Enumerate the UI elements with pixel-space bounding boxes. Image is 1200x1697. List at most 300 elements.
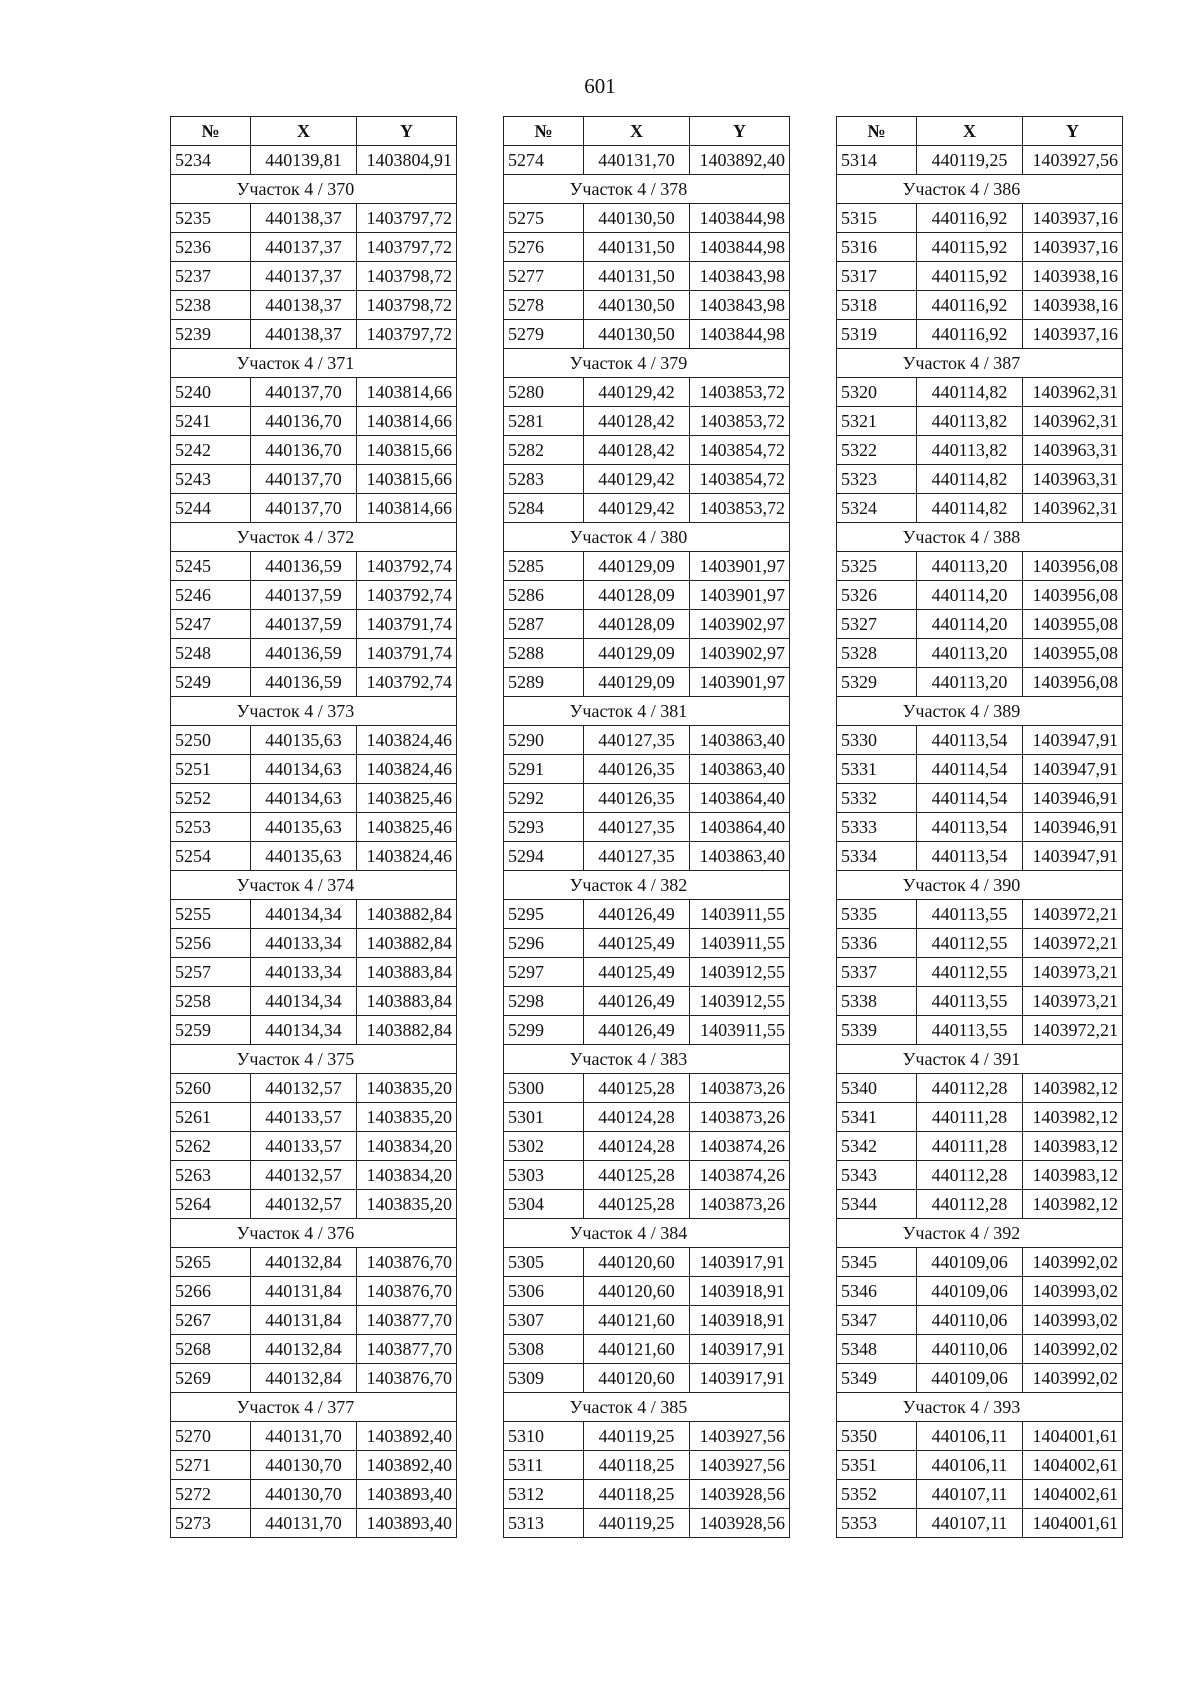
header-y: Y (690, 117, 790, 146)
coord-y: 1403844,98 (690, 204, 790, 233)
header-x: X (917, 117, 1023, 146)
coord-x: 440107,11 (917, 1480, 1023, 1509)
coord-y: 1403824,46 (357, 842, 457, 871)
point-number: 5335 (837, 900, 917, 929)
point-row (504, 581, 790, 610)
point-number: 5315 (837, 204, 917, 233)
header-number: № (171, 117, 251, 146)
coord-y: 1403873,26 (690, 1190, 790, 1219)
point-number: 5249 (171, 668, 251, 697)
point-row (171, 146, 457, 175)
coord-x: 440129,42 (584, 494, 690, 523)
point-row (837, 204, 1123, 233)
coord-y: 1403973,21 (1023, 958, 1123, 987)
point-number: 5272 (171, 1480, 251, 1509)
coord-y: 1403893,40 (357, 1509, 457, 1538)
section-row (837, 523, 1123, 552)
coord-y: 1403843,98 (690, 262, 790, 291)
coordinates-table-3 (836, 116, 1123, 1538)
section-label: Участок 4 / 371 (171, 349, 457, 378)
point-number: 5237 (171, 262, 251, 291)
section-row (837, 1393, 1123, 1422)
point-number: 5298 (504, 987, 584, 1016)
coord-x: 440120,60 (584, 1277, 690, 1306)
coord-y: 1403963,31 (1023, 465, 1123, 494)
coord-x: 440126,49 (584, 987, 690, 1016)
coord-y: 1403993,02 (1023, 1277, 1123, 1306)
point-number: 5239 (171, 320, 251, 349)
point-row (504, 1509, 790, 1538)
coord-y: 1403901,97 (690, 581, 790, 610)
point-row (171, 726, 457, 755)
section-row (837, 871, 1123, 900)
coord-y: 1403844,98 (690, 320, 790, 349)
point-row (837, 1277, 1123, 1306)
point-row (504, 958, 790, 987)
coord-y: 1403798,72 (357, 291, 457, 320)
point-number: 5349 (837, 1364, 917, 1393)
point-row (837, 552, 1123, 581)
coordinates-table-2 (503, 116, 790, 1538)
point-row (837, 1422, 1123, 1451)
coord-x: 440130,50 (584, 320, 690, 349)
coord-y: 1403864,40 (690, 784, 790, 813)
coord-y: 1403927,56 (690, 1422, 790, 1451)
point-row (837, 900, 1123, 929)
section-label: Участок 4 / 375 (171, 1045, 457, 1074)
coord-x: 440136,59 (251, 639, 357, 668)
coord-y: 1403892,40 (357, 1422, 457, 1451)
header-number: № (504, 117, 584, 146)
coord-x: 440138,37 (251, 204, 357, 233)
coord-x: 440110,06 (917, 1335, 1023, 1364)
section-row (171, 871, 457, 900)
coord-y: 1403835,20 (357, 1103, 457, 1132)
coord-x: 440113,82 (917, 407, 1023, 436)
point-number: 5247 (171, 610, 251, 639)
point-number: 5258 (171, 987, 251, 1016)
point-row (837, 1451, 1123, 1480)
point-row (837, 1248, 1123, 1277)
coord-x: 440114,54 (917, 755, 1023, 784)
coord-x: 440109,06 (917, 1248, 1023, 1277)
point-row (837, 813, 1123, 842)
point-number: 5248 (171, 639, 251, 668)
coord-x: 440119,25 (917, 146, 1023, 175)
coord-y: 1403992,02 (1023, 1248, 1123, 1277)
coord-x: 440132,84 (251, 1335, 357, 1364)
coord-y: 1403912,55 (690, 987, 790, 1016)
header-row (504, 117, 790, 146)
point-number: 5314 (837, 146, 917, 175)
point-row (837, 610, 1123, 639)
point-row (171, 900, 457, 929)
point-row (837, 146, 1123, 175)
point-number: 5337 (837, 958, 917, 987)
point-row (837, 755, 1123, 784)
coord-x: 440137,59 (251, 610, 357, 639)
point-row (171, 784, 457, 813)
coord-x: 440125,49 (584, 929, 690, 958)
coord-x: 440137,70 (251, 465, 357, 494)
point-row (504, 1335, 790, 1364)
coord-y: 1403937,16 (1023, 320, 1123, 349)
coord-x: 440119,25 (584, 1509, 690, 1538)
point-row (504, 987, 790, 1016)
point-number: 5350 (837, 1422, 917, 1451)
coord-y: 1403843,98 (690, 291, 790, 320)
header-y: Y (357, 117, 457, 146)
coord-x: 440129,09 (584, 552, 690, 581)
point-row (171, 1422, 457, 1451)
point-number: 5265 (171, 1248, 251, 1277)
point-number: 5331 (837, 755, 917, 784)
point-row (504, 784, 790, 813)
point-number: 5307 (504, 1306, 584, 1335)
point-row (171, 1306, 457, 1335)
coord-x: 440120,60 (584, 1364, 690, 1393)
point-row (504, 262, 790, 291)
coord-x: 440134,34 (251, 1016, 357, 1045)
coord-y: 1403874,26 (690, 1132, 790, 1161)
point-row (837, 407, 1123, 436)
coord-y: 1403963,31 (1023, 436, 1123, 465)
coord-x: 440118,25 (584, 1451, 690, 1480)
coord-y: 1403901,97 (690, 668, 790, 697)
section-row (171, 1045, 457, 1074)
section-label: Участок 4 / 373 (171, 697, 457, 726)
coord-x: 440124,28 (584, 1103, 690, 1132)
coord-x: 440139,81 (251, 146, 357, 175)
coord-y: 1403938,16 (1023, 262, 1123, 291)
coord-x: 440125,28 (584, 1190, 690, 1219)
point-number: 5300 (504, 1074, 584, 1103)
point-row (837, 1190, 1123, 1219)
coord-y: 1403825,46 (357, 813, 457, 842)
coord-x: 440127,35 (584, 842, 690, 871)
point-row (837, 1161, 1123, 1190)
coord-x: 440130,70 (251, 1451, 357, 1480)
point-number: 5238 (171, 291, 251, 320)
section-label: Участок 4 / 381 (504, 697, 790, 726)
coord-x: 440138,37 (251, 291, 357, 320)
coord-x: 440132,84 (251, 1364, 357, 1393)
coord-x: 440134,34 (251, 900, 357, 929)
coord-y: 1403815,66 (357, 465, 457, 494)
coord-y: 1403804,91 (357, 146, 457, 175)
coord-y: 1403853,72 (690, 407, 790, 436)
point-number: 5295 (504, 900, 584, 929)
coord-x: 440131,70 (251, 1509, 357, 1538)
point-row (171, 494, 457, 523)
section-row (171, 697, 457, 726)
coord-x: 440115,92 (917, 233, 1023, 262)
point-number: 5301 (504, 1103, 584, 1132)
coord-x: 440134,63 (251, 755, 357, 784)
point-row (504, 929, 790, 958)
point-number: 5262 (171, 1132, 251, 1161)
coord-y: 1403824,46 (357, 755, 457, 784)
coord-y: 1403854,72 (690, 436, 790, 465)
coord-y: 1403844,98 (690, 233, 790, 262)
coord-y: 1403792,74 (357, 552, 457, 581)
point-row (504, 1103, 790, 1132)
point-row (171, 1103, 457, 1132)
section-label: Участок 4 / 374 (171, 871, 457, 900)
coord-y: 1403893,40 (357, 1480, 457, 1509)
coord-y: 1403911,55 (690, 1016, 790, 1045)
point-row (171, 1190, 457, 1219)
coord-x: 440114,82 (917, 378, 1023, 407)
point-number: 5263 (171, 1161, 251, 1190)
section-label: Участок 4 / 391 (837, 1045, 1123, 1074)
point-number: 5311 (504, 1451, 584, 1480)
coord-y: 1403973,21 (1023, 987, 1123, 1016)
coord-y: 1403917,91 (690, 1364, 790, 1393)
point-row (171, 1335, 457, 1364)
coord-x: 440121,60 (584, 1306, 690, 1335)
point-row (504, 755, 790, 784)
point-number: 5291 (504, 755, 584, 784)
coord-x: 440120,60 (584, 1248, 690, 1277)
section-row (171, 1393, 457, 1422)
coord-x: 440132,84 (251, 1248, 357, 1277)
coord-x: 440115,92 (917, 262, 1023, 291)
coord-y: 1403876,70 (357, 1364, 457, 1393)
point-number: 5266 (171, 1277, 251, 1306)
coord-x: 440131,84 (251, 1306, 357, 1335)
coord-x: 440111,28 (917, 1103, 1023, 1132)
point-number: 5287 (504, 610, 584, 639)
point-row (171, 987, 457, 1016)
point-number: 5326 (837, 581, 917, 610)
point-row (171, 1016, 457, 1045)
coord-x: 440113,55 (917, 987, 1023, 1016)
coord-y: 1403863,40 (690, 726, 790, 755)
point-row (171, 291, 457, 320)
point-number: 5345 (837, 1248, 917, 1277)
point-number: 5242 (171, 436, 251, 465)
coord-x: 440129,09 (584, 668, 690, 697)
coord-x: 440112,55 (917, 929, 1023, 958)
coord-x: 440132,57 (251, 1190, 357, 1219)
coord-y: 1403792,74 (357, 668, 457, 697)
point-number: 5322 (837, 436, 917, 465)
coord-y: 1403918,91 (690, 1277, 790, 1306)
point-row (171, 1364, 457, 1393)
coord-x: 440137,37 (251, 262, 357, 291)
coord-x: 440137,59 (251, 581, 357, 610)
coord-y: 1403877,70 (357, 1306, 457, 1335)
coord-x: 440125,28 (584, 1074, 690, 1103)
coord-y: 1403955,08 (1023, 610, 1123, 639)
header-number: № (837, 117, 917, 146)
section-label: Участок 4 / 386 (837, 175, 1123, 204)
coord-y: 1403815,66 (357, 436, 457, 465)
coord-y: 1403824,46 (357, 726, 457, 755)
coord-y: 1403797,72 (357, 204, 457, 233)
point-row (171, 378, 457, 407)
coord-y: 1403947,91 (1023, 726, 1123, 755)
coord-x: 440127,35 (584, 813, 690, 842)
header-x: X (584, 117, 690, 146)
coord-x: 440114,20 (917, 610, 1023, 639)
section-label: Участок 4 / 376 (171, 1219, 457, 1248)
point-number: 5348 (837, 1335, 917, 1364)
point-row (504, 204, 790, 233)
coord-x: 440136,70 (251, 436, 357, 465)
coord-y: 1403874,26 (690, 1161, 790, 1190)
point-number: 5268 (171, 1335, 251, 1364)
point-row (171, 639, 457, 668)
coord-x: 440112,28 (917, 1161, 1023, 1190)
coord-y: 1403901,97 (690, 552, 790, 581)
point-number: 5240 (171, 378, 251, 407)
point-number: 5333 (837, 813, 917, 842)
coord-y: 1403992,02 (1023, 1335, 1123, 1364)
point-number: 5325 (837, 552, 917, 581)
coord-y: 1404001,61 (1023, 1509, 1123, 1538)
coord-y: 1403834,20 (357, 1132, 457, 1161)
coord-x: 440134,34 (251, 987, 357, 1016)
coord-y: 1403983,12 (1023, 1132, 1123, 1161)
coord-y: 1403892,40 (357, 1451, 457, 1480)
point-row (504, 320, 790, 349)
point-number: 5245 (171, 552, 251, 581)
point-number: 5246 (171, 581, 251, 610)
coord-x: 440131,70 (584, 146, 690, 175)
point-number: 5303 (504, 1161, 584, 1190)
coord-x: 440112,28 (917, 1074, 1023, 1103)
coord-x: 440113,54 (917, 726, 1023, 755)
section-label: Участок 4 / 388 (837, 523, 1123, 552)
point-row (504, 610, 790, 639)
section-row (171, 523, 457, 552)
point-row (171, 1074, 457, 1103)
point-number: 5342 (837, 1132, 917, 1161)
point-number: 5282 (504, 436, 584, 465)
point-row (837, 465, 1123, 494)
coord-y: 1403902,97 (690, 639, 790, 668)
header-x: X (251, 117, 357, 146)
coord-y: 1403962,31 (1023, 407, 1123, 436)
point-row (504, 407, 790, 436)
coord-y: 1404001,61 (1023, 1422, 1123, 1451)
coord-y: 1403956,08 (1023, 552, 1123, 581)
point-row (504, 1306, 790, 1335)
coord-x: 440109,06 (917, 1364, 1023, 1393)
point-number: 5320 (837, 378, 917, 407)
coord-x: 440126,49 (584, 1016, 690, 1045)
point-number: 5293 (504, 813, 584, 842)
coord-x: 440127,35 (584, 726, 690, 755)
coord-x: 440136,59 (251, 668, 357, 697)
point-number: 5292 (504, 784, 584, 813)
point-row (504, 1161, 790, 1190)
coord-y: 1403791,74 (357, 639, 457, 668)
coord-y: 1403956,08 (1023, 668, 1123, 697)
coord-y: 1403797,72 (357, 320, 457, 349)
point-number: 5273 (171, 1509, 251, 1538)
coord-y: 1403917,91 (690, 1335, 790, 1364)
point-row (171, 552, 457, 581)
point-row (837, 320, 1123, 349)
coord-y: 1404002,61 (1023, 1480, 1123, 1509)
point-number: 5280 (504, 378, 584, 407)
point-number: 5347 (837, 1306, 917, 1335)
point-row (837, 1132, 1123, 1161)
coord-x: 440114,82 (917, 494, 1023, 523)
point-row (837, 842, 1123, 871)
point-number: 5318 (837, 291, 917, 320)
coord-y: 1403814,66 (357, 494, 457, 523)
coord-x: 440116,92 (917, 291, 1023, 320)
point-row (837, 1016, 1123, 1045)
point-number: 5236 (171, 233, 251, 262)
coord-x: 440137,70 (251, 494, 357, 523)
section-label: Участок 4 / 382 (504, 871, 790, 900)
point-number: 5256 (171, 929, 251, 958)
header-row (837, 117, 1123, 146)
point-number: 5251 (171, 755, 251, 784)
point-number: 5269 (171, 1364, 251, 1393)
coord-x: 440131,50 (584, 233, 690, 262)
point-number: 5329 (837, 668, 917, 697)
coord-x: 440128,09 (584, 581, 690, 610)
point-number: 5321 (837, 407, 917, 436)
point-number: 5274 (504, 146, 584, 175)
coord-x: 440113,55 (917, 1016, 1023, 1045)
point-number: 5297 (504, 958, 584, 987)
point-number: 5276 (504, 233, 584, 262)
section-row (504, 1393, 790, 1422)
point-row (504, 900, 790, 929)
coord-y: 1403911,55 (690, 929, 790, 958)
point-number: 5250 (171, 726, 251, 755)
section-label: Участок 4 / 387 (837, 349, 1123, 378)
coord-y: 1403863,40 (690, 755, 790, 784)
point-number: 5281 (504, 407, 584, 436)
point-row (504, 1364, 790, 1393)
coord-y: 1403814,66 (357, 407, 457, 436)
coord-x: 440116,92 (917, 320, 1023, 349)
coord-y: 1403873,26 (690, 1074, 790, 1103)
point-row (504, 1132, 790, 1161)
coord-y: 1403912,55 (690, 958, 790, 987)
coord-y: 1403918,91 (690, 1306, 790, 1335)
point-number: 5338 (837, 987, 917, 1016)
coord-y: 1403983,12 (1023, 1161, 1123, 1190)
coord-x: 440113,82 (917, 436, 1023, 465)
point-number: 5304 (504, 1190, 584, 1219)
point-number: 5255 (171, 900, 251, 929)
point-number: 5332 (837, 784, 917, 813)
coord-y: 1403927,56 (1023, 146, 1123, 175)
coord-x: 440116,92 (917, 204, 1023, 233)
point-row (504, 233, 790, 262)
coord-y: 1403825,46 (357, 784, 457, 813)
section-row (504, 1219, 790, 1248)
coord-y: 1403835,20 (357, 1074, 457, 1103)
section-row (504, 1045, 790, 1074)
coord-x: 440126,35 (584, 755, 690, 784)
coord-x: 440137,37 (251, 233, 357, 262)
coord-y: 1403972,21 (1023, 900, 1123, 929)
point-number: 5302 (504, 1132, 584, 1161)
coord-y: 1403927,56 (690, 1451, 790, 1480)
coord-y: 1403834,20 (357, 1161, 457, 1190)
point-number: 5306 (504, 1277, 584, 1306)
